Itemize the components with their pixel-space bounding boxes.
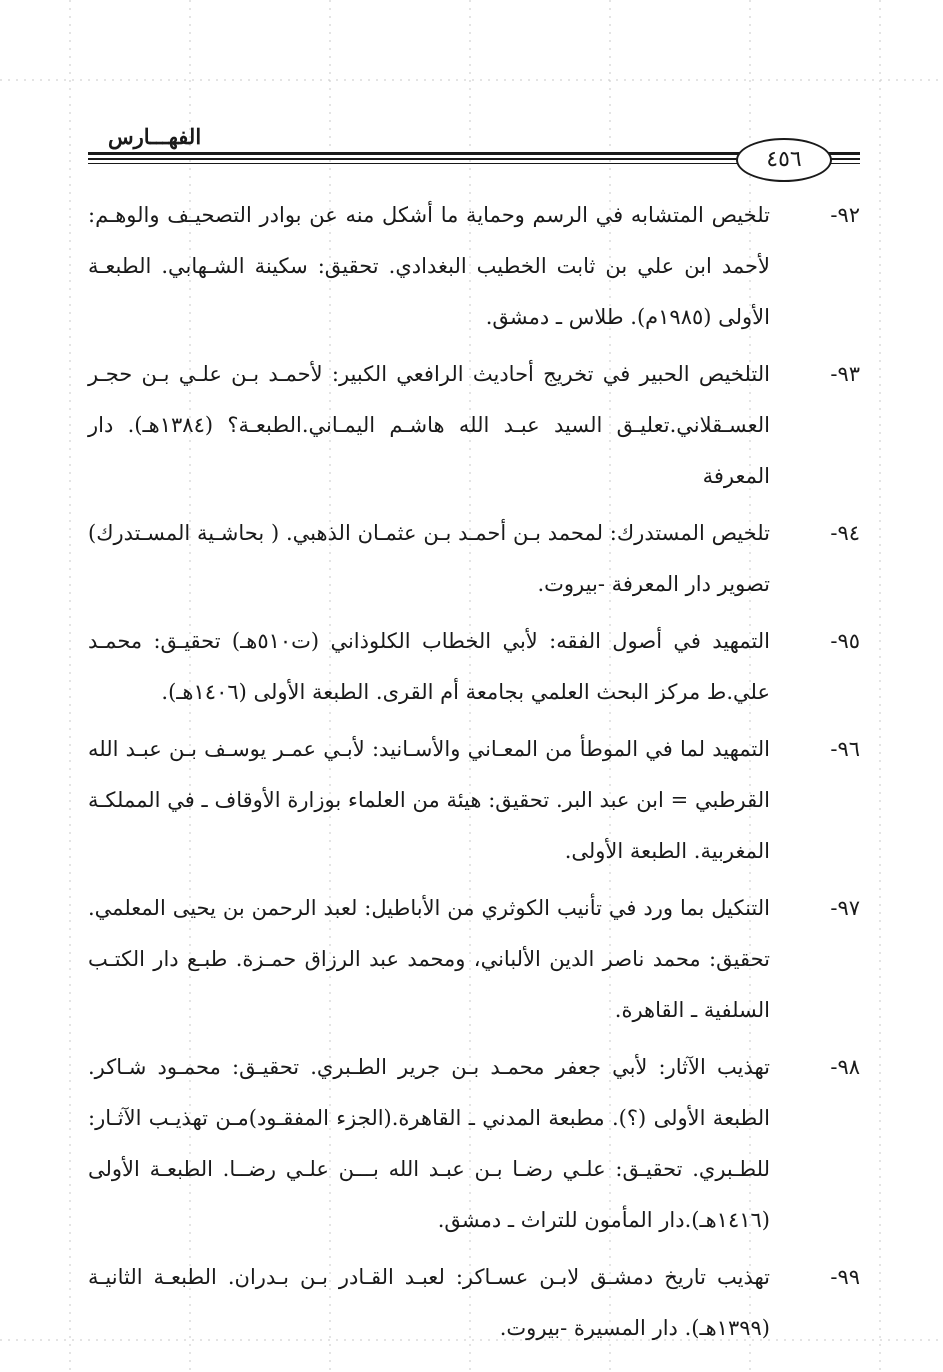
bibliography-entry: [88, 349, 860, 502]
entry-text: تلخيص المستدرك: لمحمد بـن أحمـد بـن عثمـان الذهبي. ( بحاشـية المسـتدرك) تصوير دار المعرفة -بيروت.: [88, 521, 770, 596]
entry-number: ٩٢-: [830, 203, 860, 227]
entry-text: تهذيب تاريخ دمشـق لابـن عسـاكر: لعبـد القـادر بـن بـدران. الطبعـة الثانيـة (١٣٩٩هـ). دار المسيرة -بيروت.: [88, 1265, 770, 1340]
entry-text: التمهيد في أصول الفقه: لأبي الخطاب الكلوذاني (ت٥١٠هـ) تحقيـق: محمـد علي.ط مركز البحث العلمي بجامعة أم القرى. الطبعة الأولى (١٤٠٦هـ).: [88, 629, 770, 704]
bibliography-list: [88, 190, 860, 1360]
bibliography-entry: [88, 190, 860, 343]
bibliography-entry: [88, 1252, 860, 1354]
entry-text: التنكيل بما ورد في تأنيب الكوثري من الأباطيل: لعبد الرحمن بن يحيى المعلمي. تحقيق: محمد ناصر الدين الألباني، ومحمد عبد الرزاق حمـزة. طبـع دار الكتـب السلفية ـ القاهرة.: [88, 896, 770, 1022]
header-rule: [88, 158, 743, 160]
entry-number: ٩٧-: [830, 896, 860, 920]
section-title: الفهـــارس: [108, 124, 202, 149]
entry-number: ٩٨-: [830, 1055, 860, 1079]
page-number: ٤٥٦: [736, 138, 832, 182]
entry-number: ٩٣-: [830, 362, 860, 386]
bibliography-entry: [88, 724, 860, 877]
entry-text: التمهيد لما في الموطأ من المعـاني والأسـانيد: لأبـي عمـر يوسـف بـن عبـد الله القرطبي = ابن عبد البر. تحقيق: هيئة من العلماء بوزارة الأوقاف ـ في المملكـة المغربية. الطبعة الأولى.: [88, 737, 770, 863]
entry-number: ٩٥-: [830, 629, 860, 653]
header-rule: [88, 163, 743, 164]
entry-number: ٩٦-: [830, 737, 860, 761]
entry-text: تلخيص المتشابه في الرسم وحماية ما أشكل منه عن بوادر التصحيـف والوهـم: لأحمد ابن علي بن ثابت الخطيب البغدادي. تحقيق: سكينة الشـهابي. الطبعـة الأولى (١٩٨٥م). طلاس ـ دمشق.: [88, 203, 770, 329]
entry-number: ٩٤-: [830, 521, 860, 545]
bibliography-entry: [88, 1042, 860, 1246]
entry-number: ٩٩-: [830, 1265, 860, 1289]
bibliography-entry: [88, 616, 860, 718]
bibliography-entry: [88, 508, 860, 610]
bibliography-entry: [88, 883, 860, 1036]
header-rule: [88, 152, 743, 155]
entry-text: التلخيص الحبير في تخريج أحاديث الرافعي الكبير: لأحمـد بـن علـي بـن حجـر العسـقلاني.تعليـق السيد عبـد الله هاشـم اليمـاني.الطبعـة؟ (١٣٨٤هـ). دار المعرفة: [88, 362, 770, 488]
page-header: [88, 118, 860, 190]
entry-text: تهذيب الآثار: لأبي جعفر محمـد بـن جرير الطـبري. تحقيـق: محمـود شـاكر. الطبعة الأولى (؟). مطبعة المدني ـ القاهرة.(الجزء المفقـود)مـن تهذيـب الآثـار: للطـبري. تحقيـق: علـي رضـا بـن عبـد الله بـــن علـي رضــا. الطبعـة الأولى (١٤١٦هـ).دار المأمون للتراث ـ دمشق.: [88, 1055, 770, 1232]
